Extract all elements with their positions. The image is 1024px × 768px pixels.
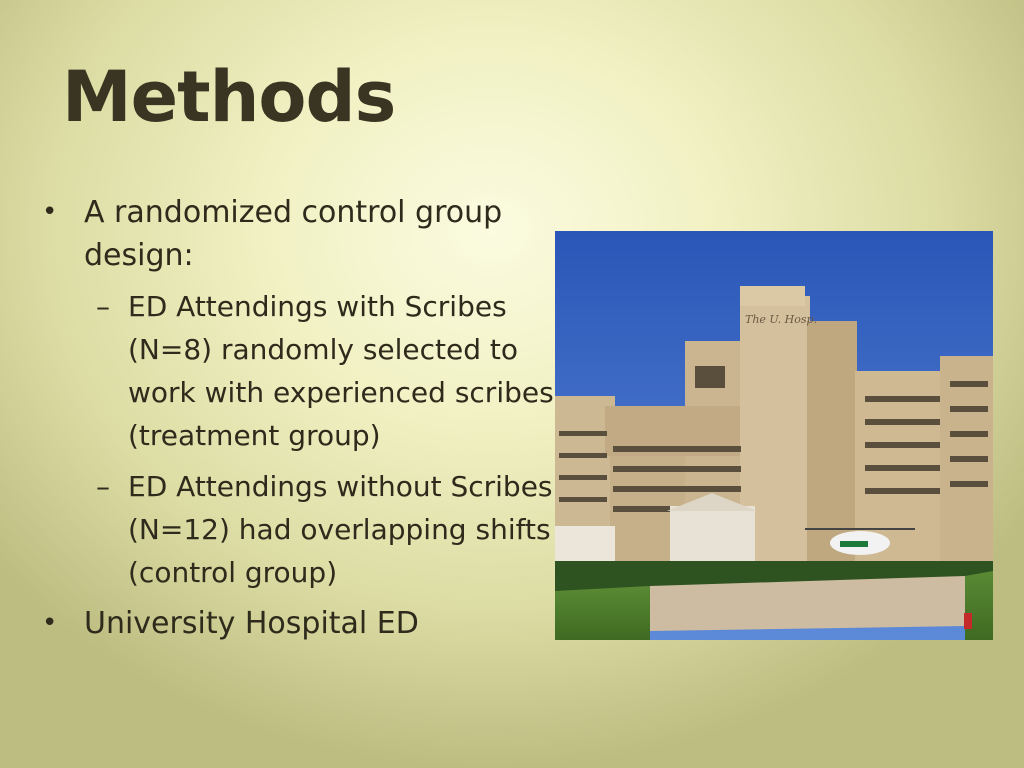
sub-bullet-item: [84, 285, 562, 457]
sub-bullet-item: [84, 465, 562, 594]
dash-icon: –: [96, 470, 110, 503]
bullet-icon: •: [42, 197, 58, 227]
bullet-text: A randomized control group design:: [84, 195, 503, 273]
bullet-item: [42, 191, 562, 594]
sub-bullet-text: ED Attendings without Scribes (N=12) had overlapping shifts (control group): [128, 470, 553, 589]
bullet-list: [42, 191, 562, 653]
building-sign: The U. Hosp.: [745, 313, 818, 326]
bullet-text: University Hospital ED: [84, 606, 419, 641]
dash-icon: –: [96, 290, 110, 323]
bullet-item: [42, 602, 562, 645]
sub-bullet-list: [84, 285, 562, 594]
slide-title: Methods: [62, 56, 396, 138]
sub-bullet-text: ED Attendings with Scribes (N=8) randomly selected to work with experienced scribes (treatment group): [128, 290, 554, 452]
bullet-icon: •: [42, 608, 58, 638]
hospital-building-photo: [555, 231, 993, 640]
